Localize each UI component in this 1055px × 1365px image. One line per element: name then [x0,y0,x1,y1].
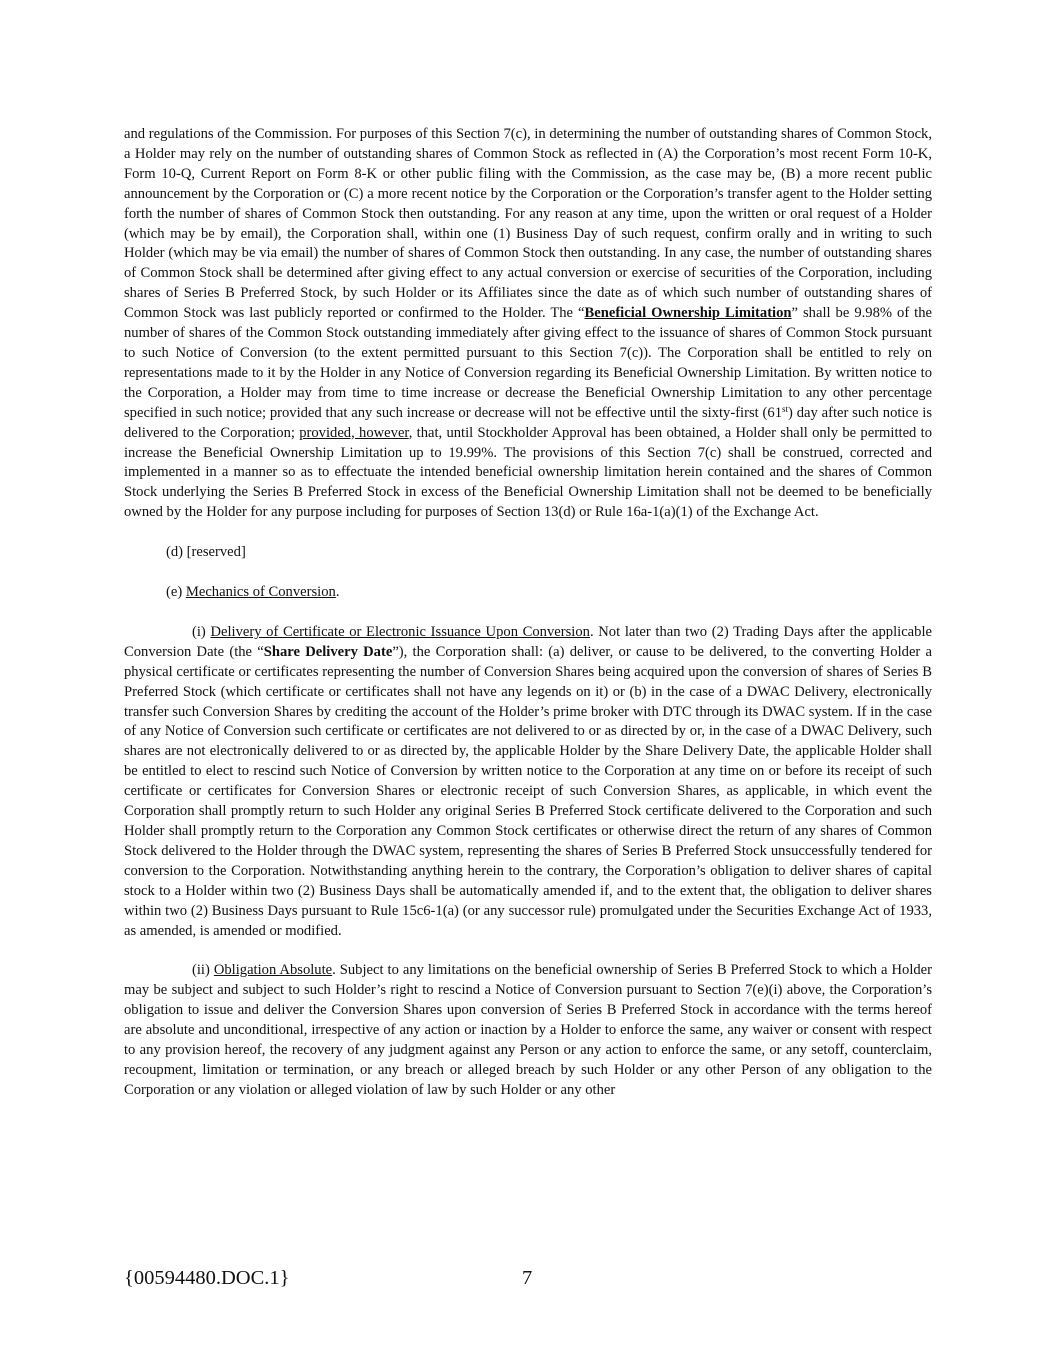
section-e-prefix: (e) [166,584,186,601]
paragraph-text: ) day after such notice is delivered to the Corporation; [124,404,933,441]
proviso-term: provided, however [299,424,409,441]
paragraph-text: . Subject to any limitations on the beneficial ownership of Series B Preferred Stock to which a Holder may be subject and subject to such Holder’s right to rescind a Notice of Conversion pursuant to Section 7(e)(i) above, the Corporation’s obligation to issue and deliver the Conversion Shares upon conversion of Series B Preferred Stock in accordance with the terms hereof are absolute and unconditional, irrespective of any action or inaction by a Holder to enforce the same, any waiver or consent with respect to any provision hereof, the recovery of any judgment against any Person or any action to enforce the same, or any setoff, counterclaim, recoupment, limitation or termination, or any breach or alleged breach by such Holder or any other Person of any obligation to the Corporation or any violation or alleged violation of law by such Holder or any other [124,962,933,1098]
item-e-i-delivery-of-certificate [124,623,932,942]
section-e-heading [124,583,932,603]
paragraph-text: . Not later than two (2) Trading Days after the applicable Conversion Date (the “ [124,623,932,660]
item-e-ii-obligation-absolute [124,961,932,1100]
paragraph-text: ”), the Corporation shall: (a) deliver, or cause to be delivered, to the converting Holder a physical certificate or certificates representing the number of Conversion Shares being acquired upon the conversion of shares of Series B Preferred Stock (which certificate or certificates shall not have any legends on it) or (b) in the case of a DWAC Delivery, electronically transfer such Conversion Shares by crediting the account of the Holder’s prime broker with DTC through its DWAC system. If in the case of any Notice of Conversion such certificate or certificates are not delivered to or as directed by or, in the case of a DWAC Delivery, such shares are not electronically delivered to or as directed by, the applicable Holder by the Share Delivery Date, the applicable Holder shall be entitled to elect to rescind such Notice of Conversion by written notice to the Corporation at any time on or before its receipt of such certificate or certificates for Conversion Shares or electronic receipt of such Conversion Shares, as applicable, in which event the Corporation shall promptly return to such Holder any original Series B Preferred Stock certificate delivered to the Corporation and such Holder shall promptly return to the Corporation any Common Stock certificates or otherwise direct the return of any shares of Common Stock delivered to the Holder through the DWAC system, representing the shares of Series B Preferred Stock unsuccessfully tendered for conversion to the Corporation. Notwithstanding anything herein to the contrary, the Corporation’s obligation to deliver shares of capital stock to a Holder within two (2) Business Days shall be automatically amended if, and to the extent that, the obligation to deliver shares within two (2) Business Days pursuant to Rule 15c6-1(a) (or any successor rule) promulgated under the Securities Exchange Act of 1933, as amended, is amended or modified. [124,643,932,939]
ordinal-suffix: st [782,403,789,414]
item-e-ii-prefix: (ii) [192,962,214,979]
paragraph-text: ” shall be 9.98% of the number of shares of the Common Stock outstanding immediately after giving effect to the issuance of shares of Common Stock pursuant to such Notice of Conversion (to the extent permitted pursuant to this Section 7(c)). The Corporation shall be entitled to rely on representations made to it by the Holder in any Notice of Conversion regarding its Beneficial Ownership Limitation. By written notice to the Corporation, a Holder may from time to time increase or decrease the Beneficial Ownership Limitation to any other percentage specified in such notice; provided that any such increase or decrease will not be effective until the sixty-first (61 [124,305,933,421]
defined-term-beneficial-ownership-limitation: Beneficial Ownership Limitation [584,305,792,322]
document-body [124,125,932,1101]
section-d-label: (d) [reserved] [166,544,246,561]
item-e-ii-heading: Obligation Absolute [213,962,333,979]
item-e-i-heading: Delivery of Certificate or Electronic Issuance Upon Conversion [210,623,590,640]
section-e-suffix: . [335,584,340,601]
paragraph-text: , that, until Stockholder Approval has been obtained, a Holder shall only be permitted to increase the Beneficial Ownership Limitation up to 19.99%. The provisions of this Section 7(c) shall be construed, corrected and implemented in a manner so as to effectuate the intended beneficial ownership limitation herein contained and the shares of Common Stock underlying the Series B Preferred Stock in excess of the Beneficial Ownership Limitation shall not be deemed to be beneficially owned by the Holder for any purpose including for purposes of Section 13(d) or Rule 16a-1(a)(1) of the Exchange Act. [124,424,932,521]
item-e-i-prefix: (i) [192,623,211,640]
paragraph-section-7c-continued [124,125,932,523]
footer-document-id: {00594480.DOC.1} [124,1267,290,1289]
defined-term-share-delivery-date: Share Delivery Date [263,643,393,660]
section-d-reserved [124,543,932,563]
paragraph-text: and regulations of the Commission. For purposes of this Section 7(c), in determining the number of outstanding shares of Common Stock, a Holder may rely on the number of outstanding shares of Common Stock as reflected in (A) the Corporation’s most recent Form 10-K, Form 10-Q, Current Report on Form 8-K or other public filing with the Commission, as the case may be, (B) a more recent public announcement by the Corporation or (C) a more recent notice by the Corporation or the Corporation’s transfer agent to the Holder setting forth the number of shares of Common Stock then outstanding. For any reason at any time, upon the written or oral request of a Holder (which may be by email), the Corporation shall, within one (1) Business Day of such request, confirm orally and in writing to such Holder (which may be via email) the number of shares of Common Stock then outstanding. In any case, the number of outstanding shares of Common Stock shall be determined after giving effect to any actual conversion or exercise of securities of the Corporation, including shares of Series B Preferred Stock, by such Holder or its Affiliates since the date as of which such number of outstanding shares of Common Stock was last publicly reported or confirmed to the Holder. The “ [124,126,932,322]
section-e-title: Mechanics of Conversion [185,584,336,601]
footer-page-number: 7 [522,1267,533,1289]
